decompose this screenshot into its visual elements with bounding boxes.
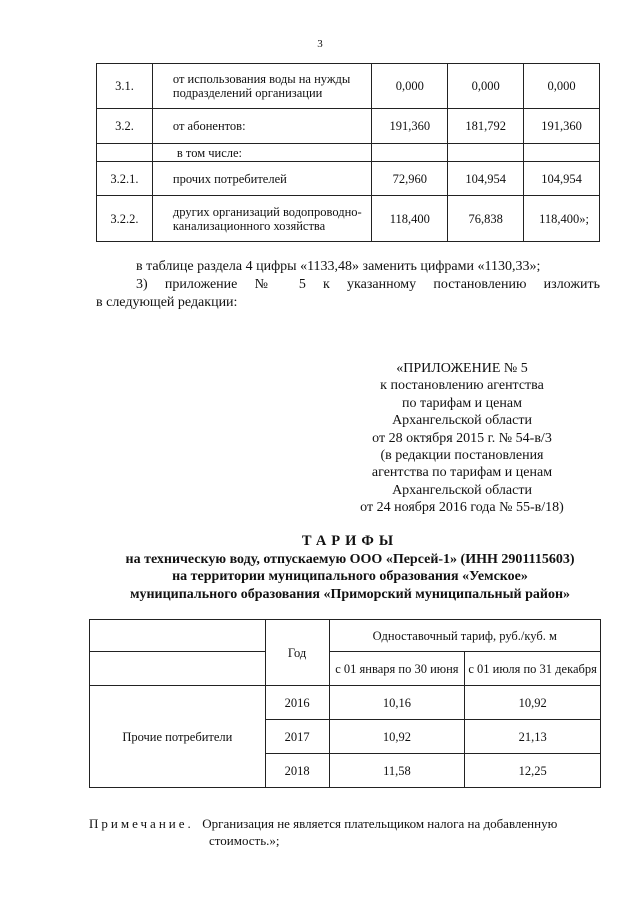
page-number: 3 — [317, 38, 323, 50]
empty-header-cell — [90, 620, 266, 652]
row-label: от абонентов: — [152, 109, 372, 144]
tariffs-heading — [60, 533, 640, 603]
empty-header-cell — [90, 652, 266, 686]
appendix-line: от 28 октября 2015 г. № 54-в/3 — [372, 430, 552, 446]
appendix-line: агентства по тарифам и ценам — [371, 465, 553, 481]
row-value: 104,954 — [524, 162, 600, 196]
row-number: 3.1. — [97, 64, 153, 109]
tariff-header: Одноставочный тариф, руб./куб. м — [329, 620, 600, 652]
table-row — [97, 144, 600, 162]
period-header: с 01 января по 30 июня — [329, 652, 465, 686]
row-value: 0,000 — [524, 64, 600, 109]
consumer-cell: Прочие потребители — [90, 686, 266, 788]
year-cell: 2017 — [265, 720, 329, 754]
table-row — [90, 686, 601, 720]
tariff-cell: 10,16 — [329, 686, 465, 720]
period-header: с 01 июля по 31 декабря — [465, 652, 601, 686]
row-value — [372, 144, 448, 162]
note-text-continued: стоимость.»; — [209, 833, 280, 848]
tariffs-title: ТАРИФЫ — [301, 533, 399, 549]
appendix-line: к постановлению агентства — [380, 378, 544, 394]
note — [89, 815, 601, 849]
row-number: 3.2.1. — [97, 162, 153, 196]
appendix-line: от 24 ноября 2016 года № 55-в/18) — [360, 500, 564, 516]
row-number: 3.2. — [97, 109, 153, 144]
year-cell: 2016 — [265, 686, 329, 720]
appendix-line: по тарифам и ценам — [402, 395, 522, 411]
tariff-cell: 12,25 — [465, 754, 601, 788]
note-label: Примечание. — [89, 816, 194, 831]
table-header-row — [90, 652, 601, 686]
row-value: 76,838 — [448, 196, 524, 242]
tariffs-subtitle-line: муниципального образования «Приморский муниципальный район» — [129, 586, 571, 602]
appendix-header — [318, 360, 606, 517]
appendix-line: (в редакции постановления — [380, 448, 544, 464]
appendix-line: «ПРИЛОЖЕНИЕ № 5 — [396, 361, 528, 376]
row-label: от использования воды на нужды подразделений организации — [152, 64, 372, 109]
year-cell: 2018 — [265, 754, 329, 788]
row-number: 3.2.2. — [97, 196, 153, 242]
tariffs-subtitle-line: на территории муниципального образования «Уемское» — [172, 569, 528, 584]
tariff-table — [89, 619, 601, 788]
row-value: 118,400»; — [524, 196, 600, 242]
table-row — [97, 64, 600, 109]
row-value: 191,360 — [524, 109, 600, 144]
tariff-cell: 10,92 — [329, 720, 465, 754]
paragraph: в следующей редакции: — [96, 295, 238, 310]
tariff-cell: 21,13 — [465, 720, 601, 754]
paragraph: 3) приложение № 5 к указанному постановлению изложить — [136, 277, 600, 292]
table-row — [97, 109, 600, 144]
year-header: Год — [265, 620, 329, 686]
row-label: прочих потребителей — [152, 162, 372, 196]
table-header-row — [90, 620, 601, 652]
table-row — [97, 162, 600, 196]
row-number — [97, 144, 153, 162]
appendix-line: Архангельской области — [392, 413, 532, 429]
table-row — [97, 196, 600, 242]
row-value: 0,000 — [448, 64, 524, 109]
row-label: в том числе: — [152, 144, 372, 162]
row-value: 191,360 — [372, 109, 448, 144]
row-value: 0,000 — [372, 64, 448, 109]
tariff-cell: 10,92 — [465, 686, 601, 720]
row-value: 104,954 — [448, 162, 524, 196]
row-value — [448, 144, 524, 162]
appendix-line: Архангельской области — [392, 482, 532, 498]
row-value: 72,960 — [372, 162, 448, 196]
row-value: 118,400 — [372, 196, 448, 242]
row-value: 181,792 — [448, 109, 524, 144]
note-text: Организация не является плательщиком налога на добавленную — [202, 816, 558, 831]
paragraph: в таблице раздела 4 цифры «1133,48» заменить цифрами «1130,33»; — [136, 259, 541, 274]
row-value — [524, 144, 600, 162]
volume-table — [96, 63, 600, 242]
tariffs-subtitle-line: на техническую воду, отпускаемую ООО «Персей-1» (ИНН 2901115603) — [125, 551, 575, 567]
row-label: других организаций водопроводно-канализационного хозяйства — [152, 196, 372, 242]
tariff-cell: 11,58 — [329, 754, 465, 788]
